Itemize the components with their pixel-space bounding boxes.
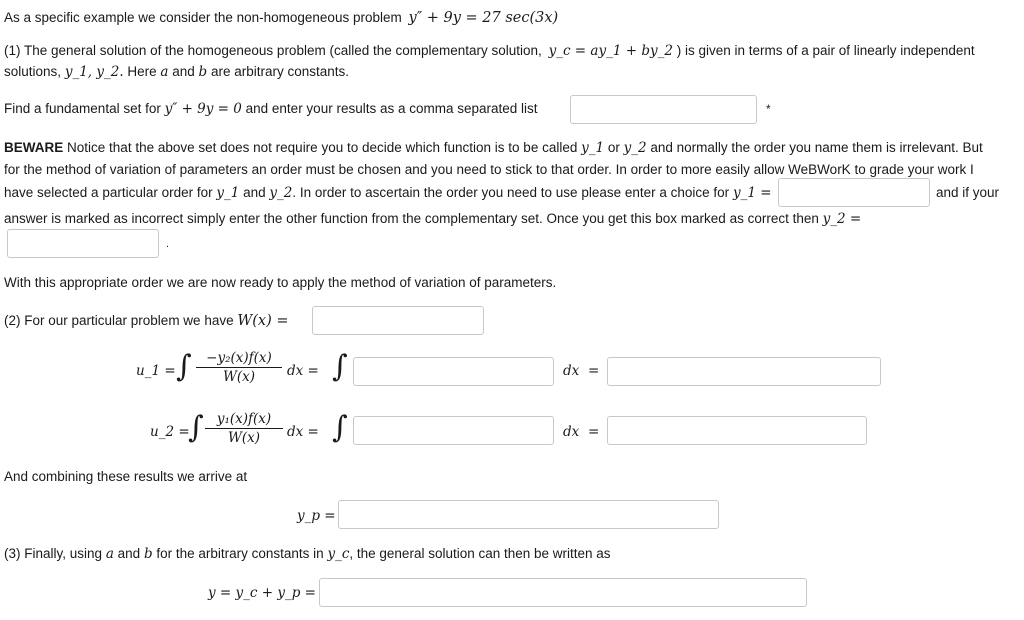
part3-and: and (117, 546, 141, 561)
integral-sign-u2-right: ∫ (332, 410, 348, 445)
part1-line2-tail: are arbitrary constants. (210, 64, 350, 79)
beware-y2: y_2 (623, 140, 647, 156)
part1-and: and (172, 64, 195, 79)
u1-integrand-input[interactable] (353, 357, 554, 386)
part1-line1-tail: ) is given in terms of a pair of linearly independent (676, 43, 975, 58)
u2-result-input[interactable] (607, 416, 867, 445)
u2-dx-eq: dx = (287, 424, 319, 440)
fundamental-text-tail: and enter your results as a comma separated list (245, 101, 538, 116)
beware-line3-text: have selected a particular order for (4, 185, 213, 200)
u2-equals: = (588, 424, 600, 440)
yp-label: y_p = (297, 508, 336, 524)
general-solution-input[interactable] (319, 578, 807, 607)
beware-line3-tail: and if your (936, 185, 1000, 200)
u1-label: u_1 = (136, 363, 176, 379)
u1-result-input[interactable] (607, 357, 881, 386)
u2-label: u_2 = (150, 424, 190, 440)
beware-line1 (4, 140, 983, 156)
wronskian-label: W(x) = (237, 313, 289, 329)
problem-equation: y″ + 9y = 27 sec(3x) (408, 10, 559, 26)
beware-line3-y2: y_2 (269, 185, 293, 201)
u1-numerator: −y₂(x)f(x) (196, 350, 282, 368)
general-solution-label: y = y_c + y_p = (208, 585, 316, 601)
part3-b: b (143, 546, 153, 562)
combine-line: And combining these results we arrive at (4, 469, 248, 484)
problem-intro-text: As a specific example we consider the non-homogeneous problem (4, 10, 402, 25)
fundamental-text: Find a fundamental set for (4, 101, 161, 116)
part1-line1 (4, 43, 975, 59)
u1-equals: = (588, 363, 600, 379)
fundamental-prompt (4, 101, 538, 117)
u1-dx-eq: dx = (287, 363, 319, 379)
beware-line4-text: answer is marked as incorrect simply enter the other function from the complementary set. Once you get this box marked as correct then (4, 211, 819, 226)
u1-fraction (196, 350, 282, 385)
y1-y2-symbols: y_1, y_2. (64, 64, 124, 80)
part3-text-mid: for the arbitrary constants in (156, 546, 324, 561)
yc-expression: y_c = ay_1 + by_2 (548, 43, 673, 59)
part3-text: (3) Finally, using (4, 546, 103, 561)
beware-line1-text: Notice that the above set does not require you to decide which function is to be called (67, 140, 578, 155)
beware-line1-tail: and normally the order you name them is irrelevant. But (650, 140, 983, 155)
part3-text-tail: , the general solution can then be written as (349, 546, 611, 561)
integral-sign-u1-right: ∫ (332, 349, 348, 384)
u2-fraction (205, 411, 283, 446)
constant-b: b (198, 64, 208, 80)
beware-line3-y1: y_1 (216, 185, 240, 201)
required-asterisk: * (766, 102, 771, 116)
integral-sign-u1: ∫ (176, 349, 192, 384)
beware-line3-mid: . In order to ascertain the order you need to use please enter a choice for (292, 185, 730, 200)
part3-a: a (105, 546, 114, 562)
period: . (166, 238, 170, 250)
u2-numerator: y₁(x)f(x) (205, 411, 283, 429)
part3-line (4, 546, 611, 562)
beware-y1-eq: y_1 = (732, 185, 772, 201)
beware-label: BEWARE (4, 140, 64, 155)
fundamental-set-input[interactable] (570, 95, 757, 124)
part2-line (4, 313, 289, 329)
beware-line3 (4, 185, 772, 201)
method-line: With this appropriate order we are now ready to apply the method of variation of parameters. (4, 275, 557, 290)
yp-input[interactable] (338, 500, 719, 529)
problem-intro (4, 10, 558, 26)
beware-or: or (607, 140, 620, 155)
part1-line2 (4, 64, 349, 80)
part1-line2-text: solutions, (4, 64, 62, 79)
u1-denominator: W(x) (222, 369, 256, 385)
beware-line3-and: and (243, 185, 266, 200)
beware-y2-eq: y_2 = (822, 211, 862, 227)
u2-integrand-input[interactable] (353, 416, 554, 445)
u1-dx-label: dx (563, 363, 580, 379)
part1-line1-text: (1) The general solution of the homogeneous problem (called the complementary solution, (4, 43, 542, 58)
beware-line4 (4, 211, 861, 227)
part3-yc: y_c (327, 546, 350, 562)
u2-denominator: W(x) (227, 430, 261, 446)
y1-choice-input[interactable] (778, 178, 930, 207)
constant-a: a (160, 64, 169, 80)
part1-line2-here: Here (127, 64, 157, 79)
wronskian-input[interactable] (312, 306, 484, 335)
y2-choice-input[interactable] (7, 229, 159, 258)
beware-line2: for the method of variation of parameters an order must be chosen and you need to stick to that order. In order to more easily allow WeBWorK to grade your work I (4, 162, 974, 177)
beware-y1: y_1 (581, 140, 605, 156)
u2-dx-label: dx (563, 424, 580, 440)
part2-text: (2) For our particular problem we have (4, 313, 234, 328)
integral-sign-u2: ∫ (188, 410, 204, 445)
fundamental-equation: y″ + 9y = 0 (164, 101, 242, 117)
